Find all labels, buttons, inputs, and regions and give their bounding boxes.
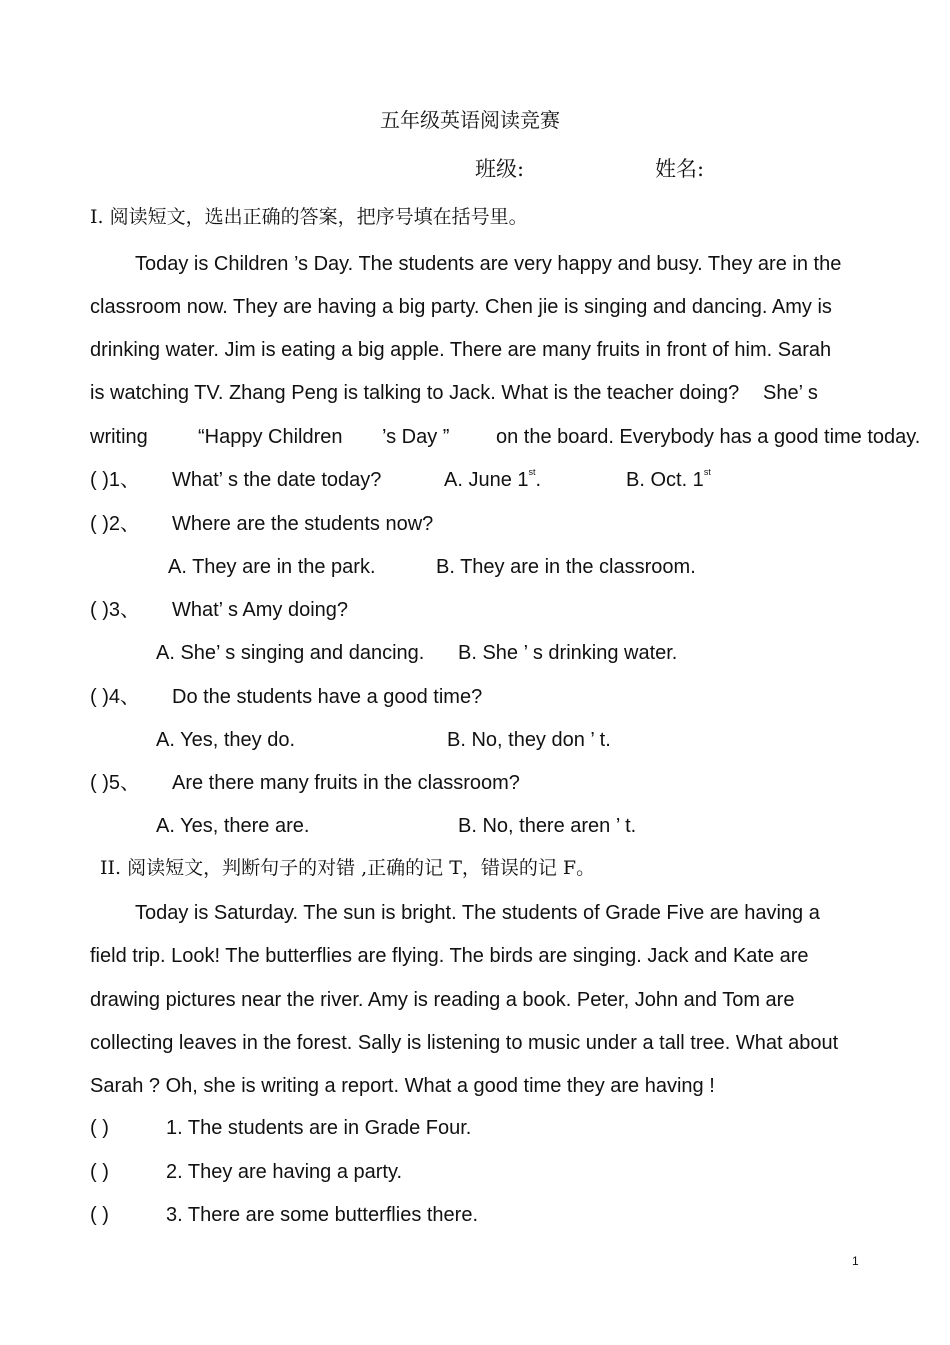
statement-text: 2. They are having a party. <box>166 1161 403 1183</box>
question-bracket[interactable]: ( )3、 <box>90 599 140 621</box>
passage2-line: field trip. Look! The butterflies are flying. The birds are singing. Jack and Kate are <box>90 945 809 967</box>
option-a: A. Yes, they do. <box>156 729 295 751</box>
question-text: Where are the students now? <box>172 513 434 535</box>
passage1-line: writing <box>90 426 148 448</box>
option-a: A. June 1st. <box>444 467 542 491</box>
question-text: Do the students have a good time? <box>172 686 483 708</box>
question-bracket[interactable]: ( )1、 <box>90 469 140 491</box>
class-label: 班级: <box>475 157 525 181</box>
option-a: A. She’ s singing and dancing. <box>156 642 425 664</box>
passage1-line: is watching TV. Zhang Peng is talking to Jack. What is the teacher doing? <box>90 382 740 404</box>
passage2-line: Today is Saturday. The sun is bright. The students of Grade Five are having a <box>135 902 820 924</box>
option-a: A. Yes, there are. <box>156 815 310 837</box>
section2-heading: II. 阅读短文，判断句子的对错 ,正确的记 T，错误的记 F。 <box>100 857 596 879</box>
statement-text: 1. The students are in Grade Four. <box>166 1117 472 1139</box>
option-b: B. No, there aren ’ t. <box>458 815 637 837</box>
question-text: What’ s Amy doing? <box>172 599 349 621</box>
passage2-line: collecting leaves in the forest. Sally is listening to music under a tall tree. What about <box>90 1032 839 1054</box>
passage1-line: classroom now. They are having a big party. Chen jie is singing and dancing. Amy is <box>90 296 832 318</box>
question-bracket[interactable]: ( )2、 <box>90 513 140 535</box>
name-label: 姓名: <box>655 157 705 181</box>
question-text: What’ s the date today? <box>172 469 382 491</box>
option-b: B. No, they don ’ t. <box>447 729 611 751</box>
option-b: B. She ’ s drinking water. <box>458 642 678 664</box>
option-a: A. They are in the park. <box>168 556 376 578</box>
question-bracket[interactable]: ( )5、 <box>90 772 140 794</box>
page-number: 1 <box>852 1254 859 1268</box>
option-b: B. They are in the classroom. <box>436 556 696 578</box>
statement-bracket[interactable]: ( ) <box>90 1117 109 1139</box>
passage1-line: on the board. Everybody has a good time today. <box>496 426 921 448</box>
passage2-line: Sarah ? Oh, she is writing a report. What a good time they are having ! <box>90 1075 715 1097</box>
passage1-line: She’ s <box>763 382 818 404</box>
question-bracket[interactable]: ( )4、 <box>90 686 140 708</box>
passage2-line: drawing pictures near the river. Amy is reading a book. Peter, John and Tom are <box>90 989 795 1011</box>
passage1-line: “Happy Children <box>198 426 343 448</box>
statement-bracket[interactable]: ( ) <box>90 1161 109 1183</box>
option-b: B. Oct. 1st <box>626 467 711 491</box>
statement-text: 3. There are some butterflies there. <box>166 1204 479 1226</box>
passage1-line: ’s Day ” <box>382 426 450 448</box>
page-title: 五年级英语阅读竞赛 <box>380 108 560 132</box>
question-text: Are there many fruits in the classroom? <box>172 772 520 794</box>
section1-heading: I. 阅读短文，选出正确的答案，把序号填在括号里。 <box>90 206 528 228</box>
statement-bracket[interactable]: ( ) <box>90 1204 109 1226</box>
passage1-line: Today is Children ’s Day. The students are very happy and busy. They are in the <box>135 253 842 275</box>
passage1-line: drinking water. Jim is eating a big apple. There are many fruits in front of him. Sarah <box>90 339 832 361</box>
